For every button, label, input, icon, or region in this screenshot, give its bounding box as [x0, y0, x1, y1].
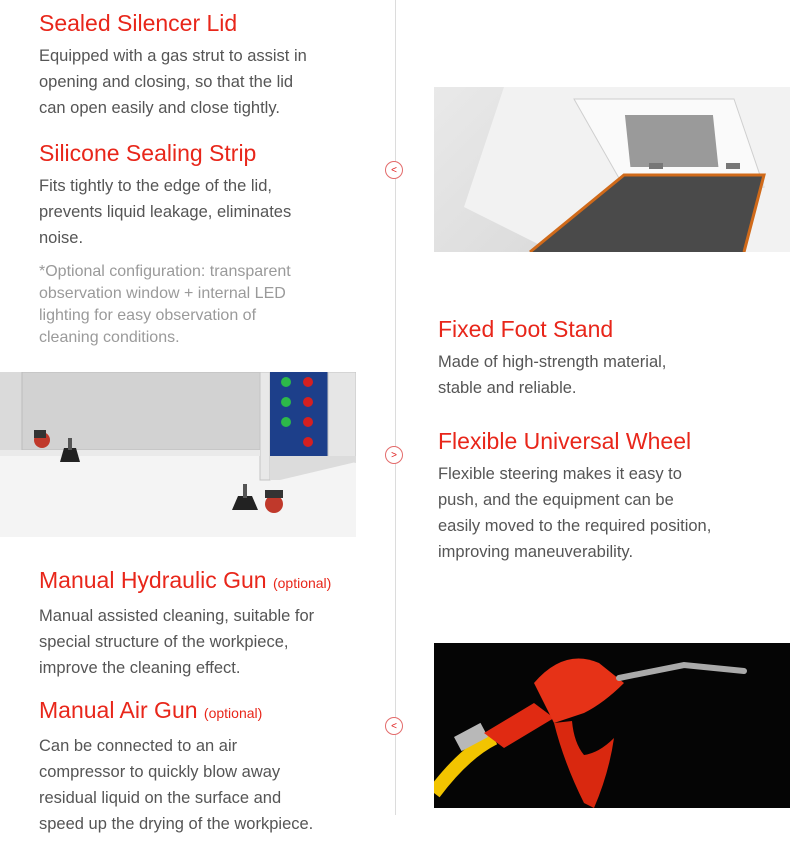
air-gun-image: [434, 643, 790, 808]
section-sealing-strip: [39, 139, 379, 251]
section-title: Manual Hydraulic Gun (optional): [39, 567, 332, 593]
left-arrow-icon: <: [385, 161, 403, 179]
right-arrow-icon: >: [385, 446, 403, 464]
optional-tag: (optional): [203, 705, 263, 721]
note-text: *Optional configuration: transparent observation window + internal LED lighting for easy observation of cleaning conditions.: [39, 263, 291, 346]
section-sealed-lid: [39, 9, 379, 121]
optional-tag: (optional): [272, 575, 332, 591]
section-description: Fits tightly to the edge of the lid, prevents liquid leakage, eliminates noise.: [39, 177, 292, 247]
section-title: Flexible Universal Wheel: [438, 428, 692, 454]
center-divider: [395, 0, 396, 815]
machine-base-image: [0, 372, 356, 537]
section-description: Flexible steering makes it easy to push, and the equipment can be easily moved to the required position, improving maneuverability.: [438, 465, 712, 561]
left-arrow-icon: <: [385, 717, 403, 735]
section-description: Manual assisted cleaning, suitable for special structure of the workpiece, improve the cleaning effect.: [39, 607, 315, 677]
section-description: Equipped with a gas strut to assist in opening and closing, so that the lid can open easily and close tightly.: [39, 47, 307, 117]
section-air-gun: [39, 696, 389, 837]
section-description: Can be connected to an air compressor to quickly blow away residual liquid on the surface and speed up the drying of the workpiece.: [39, 737, 314, 833]
section-title: Fixed Foot Stand: [438, 316, 614, 342]
section-title: Silicone Sealing Strip: [39, 140, 257, 166]
section-hydraulic-gun: [39, 566, 389, 681]
section-title: Manual Air Gun (optional): [39, 697, 263, 723]
section-foot-stand: [438, 315, 778, 401]
optional-note: [39, 261, 379, 349]
lid-image: [434, 87, 790, 252]
section-title: Sealed Silencer Lid: [39, 10, 238, 36]
section-universal-wheel: [438, 427, 783, 565]
section-description: Made of high-strength material, stable and reliable.: [438, 353, 667, 397]
